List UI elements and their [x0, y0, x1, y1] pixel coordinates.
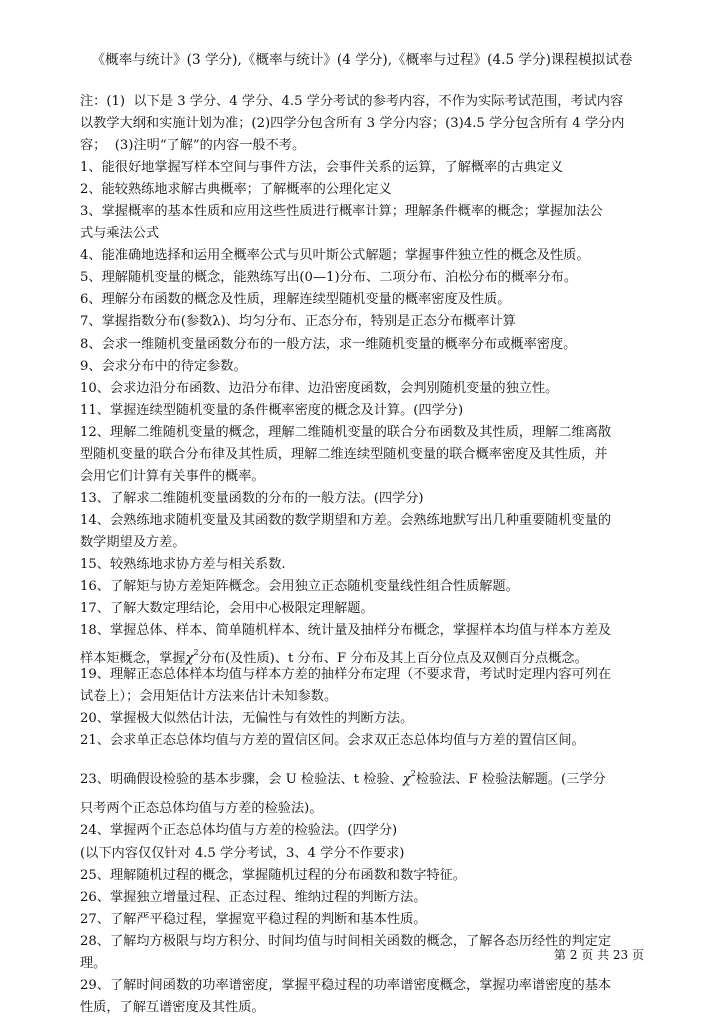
text-line: 6、理解分布函数的概念及性质，理解连续型随机变量的概率密度及性质。: [80, 292, 511, 308]
text-line: 17、了解大数定理结论，会用中心极限定理解题。: [80, 601, 374, 617]
text-line: 7、掌握指数分布(参数λ)、均匀分布、正态分布，特别是正态分布概率计算: [80, 314, 516, 330]
superscript: 2: [410, 769, 416, 779]
text-line: 11、掌握连续型随机变量的条件概率密度的概念及计算。(四学分): [80, 402, 464, 418]
text-line: 16、了解矩与协方差矩阵概念。会用独立正态随机变量线性组合性质解题。: [80, 579, 519, 595]
chi-symbol: χ: [402, 772, 411, 788]
text-line: 29、了解时间函数的功率谱密度，掌握平稳过程的功率谱密度概念，掌握功率谱密度的基本: [80, 977, 612, 993]
text-line: 13、了解求二维随机变量函数的分布的一般方法。(四学分): [80, 490, 424, 506]
text-segment: 检验法、F 检验法解题。(三学分: [415, 772, 606, 788]
text-line: 10、会求边沿分布函数、边沿分布律、边沿密度函数，会判别随机变量的独立性。: [80, 380, 559, 396]
text-line: 只考两个正态总体均值与方差的检验法)。: [80, 801, 323, 817]
superscript: 2: [193, 648, 199, 658]
text-line: 2、能较熟练地求解古典概率；了解概率的公理化定义: [80, 182, 392, 198]
text-line: 9、会求分布中的待定参数。: [80, 358, 247, 374]
text-line: 25、理解随机过程的概念，掌握随机过程的分布函数和数字特征。: [80, 867, 467, 883]
text-segment: 23、明确假设检验的基本步骤，会 U 检验法、t 检验、: [80, 772, 403, 788]
text-line: 12、理解二维随机变量的概念，理解二维随机变量的联合分布函数及其性质，理解二维离散: [80, 424, 612, 440]
chi-symbol: χ: [185, 651, 194, 667]
text-line-chi-square: [80, 752, 640, 788]
text-line: 24、掌握两个正态总体均值与方差的检验法。(四学分): [80, 823, 398, 839]
text-segment: 分布(及性质)、t 分布、F 分布及其上百分位点及双侧百分点概念。: [198, 651, 588, 667]
page-title: 《概率与统计》(3 学分),《概率与统计》(4 学分),《概率与过程》(4.5 学分)课程模拟试卷: [91, 52, 633, 68]
text-line: 4、能准确地选择和运用全概率公式与贝叶斯公式解题；掌握事件独立性的概念及性质。: [80, 248, 590, 264]
text-line: 19、理解正态总体样本均值与样本方差的抽样分布定理（不要求背，考试时定理内容可列在: [80, 667, 612, 683]
text-line: 数学期望及方差。: [80, 534, 186, 550]
text-line: 理。: [80, 955, 107, 971]
text-line: 性质，了解互谱密度及其性质。: [80, 999, 265, 1015]
text-line: 27、了解严平稳过程，掌握宽平稳过程的判断和基本性质。: [80, 911, 427, 927]
text-line: 14、会熟练地求随机变量及其函数的数学期望和方差。会熟练地默写出几种重要随机变量的: [80, 512, 612, 528]
text-line: 以教学大纲和实施计划为准；(2)四学分包含所有 3 学分内容；(3)4.5 学分包含所有 4 学分内: [80, 116, 625, 132]
text-line: 1、能很好地掌握写样本空间与事件方法，会事件关系的运算，了解概率的古典定义: [80, 160, 564, 176]
text-line: 型随机变量的联合分布律及其性质，理解二维连续型随机变量的联合概率密度及其性质，并: [80, 446, 608, 462]
text-line: 注：(1) 以下是 3 学分、4 学分、4.5 学分考试的参考内容，不作为实际考试范围，考试内容: [80, 94, 624, 109]
text-line: 8、会求一维随机变量函数分布的一般方法，求一维随机变量的概率分布或概率密度。: [80, 336, 577, 352]
text-line: 28、了解均方极限与均方积分、时间均值与时间相关函数的概念，了解各态历经性的判定定: [80, 933, 612, 949]
text-line: 会用它们计算有关事件的概率。: [80, 468, 265, 484]
text-line: 15、较熟练地求协方差与相关系数.: [80, 556, 286, 572]
text-line: 20、掌握极大似然估计法，无偏性与有效性的判断方法。: [80, 711, 414, 727]
text-line: 3、掌握概率的基本性质和应用这些性质进行概率计算；理解条件概率的概念；掌握加法公: [80, 204, 603, 220]
document-body: [80, 91, 640, 1019]
text-line: 21、会求单正态总体均值与方差的置信区间。会求双正态总体均值与方差的置信区间。: [80, 733, 585, 749]
text-line: (以下内容仅仅针对 4.5 学分考试，3、4 学分不作要求): [80, 845, 405, 861]
page-number: 第 2 页 共 23 页: [554, 948, 644, 962]
text-line: 试卷上）；会用矩估计方法来估计未知参数。: [80, 689, 338, 705]
text-line: 容； (3)注明“了解”的内容一般不考。: [80, 138, 306, 154]
text-line: 式与乘法公式: [80, 226, 160, 242]
text-line: 26、掌握独立增量过程、正态过程、维纳过程的判断方法。: [80, 889, 427, 905]
text-line: 5、理解随机变量的概念，能熟练写出(0—1)分布、二项分布、泊松分布的概率分布。: [80, 270, 578, 286]
text-segment: 样本矩概念，掌握: [80, 651, 186, 667]
text-line: 18、掌握总体、样本、简单随机样本、统计量及抽样分布概念，掌握样本均值与样本方差及: [80, 623, 612, 639]
text-line-chi-square: [80, 642, 640, 667]
